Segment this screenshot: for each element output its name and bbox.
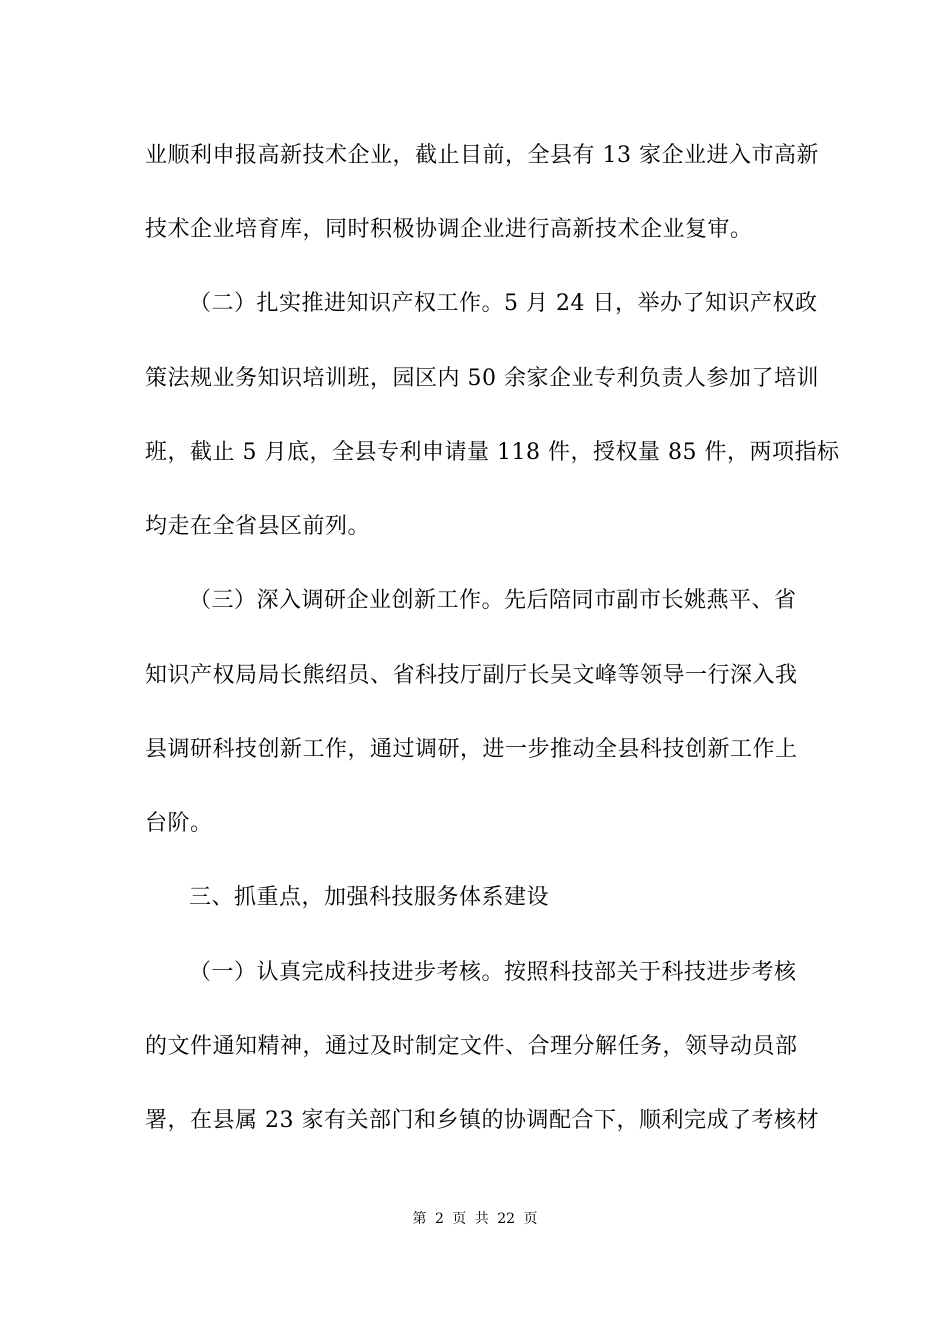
text-line: 技术企业培育库，同时积极协调企业进行高新技术企业复审。 bbox=[145, 217, 753, 242]
text-line: 县调研科技创新工作，通过调研，进一步推动全县科技创新工作上 bbox=[145, 737, 798, 762]
text-line: 业顺利申报高新技术企业，截止目前，全县有 13 家企业进入市高新 bbox=[145, 143, 819, 168]
section-heading: 三、抓重点，加强科技服务体系建设 bbox=[189, 885, 550, 910]
text-line: 策法规业务知识培训班，园区内 50 余家企业专利负责人参加了培训 bbox=[145, 366, 819, 391]
text-line: 班，截止 5 月底，全县专利申请量 118 件，授权量 85 件，两项指标 bbox=[145, 440, 840, 465]
text-line: 的文件通知精神，通过及时制定文件、合理分解任务，领导动员部 bbox=[145, 1034, 798, 1059]
text-line: 台阶。 bbox=[145, 811, 213, 836]
text-line: 知识产权局局长熊绍员、省科技厅副厅长吴文峰等领导一行深入我 bbox=[145, 663, 798, 688]
text-line: （三）深入调研企业创新工作。先后陪同市副市长姚燕平、省 bbox=[189, 588, 797, 613]
text-line: 均走在全省县区前列。 bbox=[145, 514, 371, 539]
page-number-footer: 第 2 页 共 22 页 bbox=[412, 1211, 538, 1227]
text-line: （二）扎实推进知识产权工作。5 月 24 日，举办了知识产权政 bbox=[189, 291, 818, 316]
text-line: 署，在县属 23 家有关部门和乡镇的协调配合下，顺利完成了考核材 bbox=[145, 1108, 819, 1133]
text-line: （一）认真完成科技进步考核。按照科技部关于科技进步考核 bbox=[189, 960, 797, 985]
